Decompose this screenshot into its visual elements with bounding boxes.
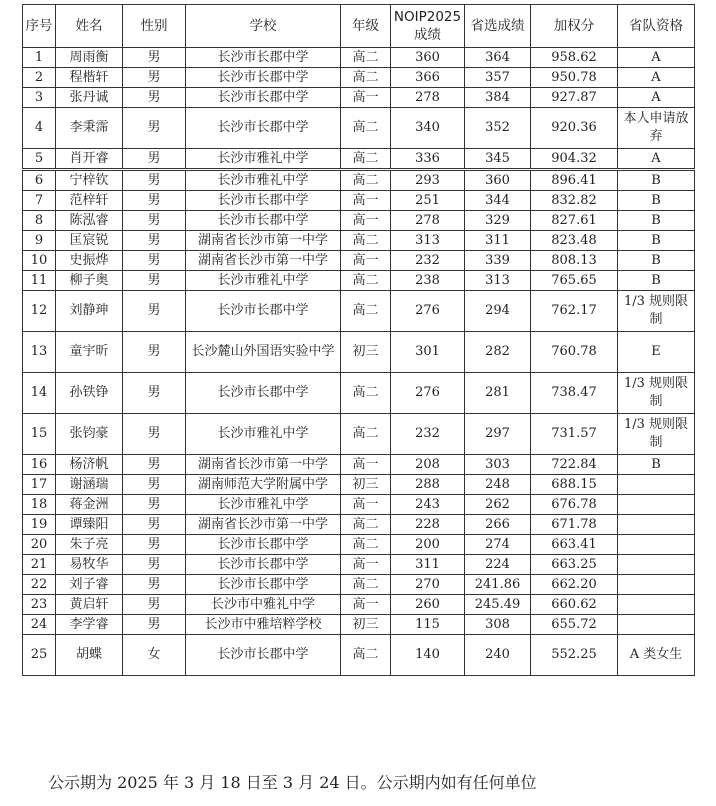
table-row [23,414,695,455]
cell-team-eligibility: B [618,271,695,291]
cell-grade: 高二 [341,48,391,68]
cell-name: 范梓轩 [56,191,123,211]
cell-school: 长沙市长郡中学 [186,555,341,575]
cell-gender: 男 [123,271,186,291]
cell-school: 长沙市长郡中学 [186,575,341,595]
cell-noip-score: 313 [391,231,465,251]
cell-rank: 1 [23,48,56,68]
cell-team-eligibility [618,495,695,515]
cell-rank: 2 [23,68,56,88]
cell-weighted-score: 765.65 [531,271,618,291]
cell-noip-score: 243 [391,495,465,515]
cell-noip-score: 251 [391,191,465,211]
cell-weighted-score: 660.62 [531,595,618,615]
cell-provincial-score: 248 [465,475,531,495]
cell-grade: 初三 [341,615,391,635]
cell-name: 张丹诚 [56,88,123,108]
cell-gender: 男 [123,615,186,635]
cell-gender: 男 [123,555,186,575]
table-row [23,495,695,515]
cell-team-eligibility: A [618,149,695,170]
cell-weighted-score: 920.36 [531,108,618,149]
cell-team-eligibility: A [618,88,695,108]
cell-name: 史振烨 [56,251,123,271]
cell-weighted-score: 655.72 [531,615,618,635]
cell-team-eligibility: 1/3 规则限制 [618,373,695,414]
cell-provincial-score: 339 [465,251,531,271]
cell-team-eligibility: B [618,191,695,211]
cell-provincial-score: 303 [465,455,531,475]
cell-noip-score: 276 [391,291,465,332]
cell-weighted-score: 738.47 [531,373,618,414]
table-row [23,251,695,271]
cell-noip-score: 140 [391,635,465,676]
cell-name: 蒋金洲 [56,495,123,515]
cell-gender: 男 [123,68,186,88]
cell-name: 杨济帆 [56,455,123,475]
cell-noip-score: 276 [391,373,465,414]
cell-gender: 女 [123,635,186,676]
cell-gender: 男 [123,332,186,373]
table-row [23,555,695,575]
cell-provincial-score: 224 [465,555,531,575]
cell-name: 李学睿 [56,615,123,635]
cell-team-eligibility: B [618,455,695,475]
cell-provincial-score: 282 [465,332,531,373]
cell-noip-score: 260 [391,595,465,615]
cell-provincial-score: 329 [465,211,531,231]
cell-name: 陈泓睿 [56,211,123,231]
cell-weighted-score: 958.62 [531,48,618,68]
cell-name: 张钧豪 [56,414,123,455]
cell-provincial-score: 281 [465,373,531,414]
cell-weighted-score: 663.25 [531,555,618,575]
cell-noip-score: 115 [391,615,465,635]
cell-name: 肖开睿 [56,149,123,170]
cell-weighted-score: 731.57 [531,414,618,455]
cell-grade: 高二 [341,149,391,170]
cell-rank: 21 [23,555,56,575]
cell-rank: 15 [23,414,56,455]
cell-rank: 12 [23,291,56,332]
cell-weighted-score: 552.25 [531,635,618,676]
cell-grade: 初三 [341,332,391,373]
cell-rank: 14 [23,373,56,414]
cell-rank: 17 [23,475,56,495]
cell-weighted-score: 688.15 [531,475,618,495]
cell-team-eligibility: 本人申请放弃 [618,108,695,149]
cell-rank: 19 [23,515,56,535]
cell-team-eligibility: A 类女生 [618,635,695,676]
cell-rank: 7 [23,191,56,211]
cell-rank: 23 [23,595,56,615]
cell-name: 程楷轩 [56,68,123,88]
cell-team-eligibility: 1/3 规则限制 [618,414,695,455]
cell-name: 朱子亮 [56,535,123,555]
cell-rank: 4 [23,108,56,149]
cell-noip-score: 336 [391,149,465,170]
cell-team-eligibility [618,575,695,595]
table-row [23,455,695,475]
cell-school: 长沙市长郡中学 [186,68,341,88]
cell-gender: 男 [123,251,186,271]
cell-provincial-score: 308 [465,615,531,635]
cell-grade: 高二 [341,535,391,555]
table-row [23,149,695,170]
table-row [23,291,695,332]
cell-team-eligibility: B [618,170,695,191]
cell-gender: 男 [123,475,186,495]
cell-team-eligibility: B [618,211,695,231]
cell-provincial-score: 245.49 [465,595,531,615]
cell-team-eligibility: 1/3 规则限制 [618,291,695,332]
cell-weighted-score: 950.78 [531,68,618,88]
cell-provincial-score: 297 [465,414,531,455]
cell-rank: 18 [23,495,56,515]
cell-rank: 3 [23,88,56,108]
cell-rank: 9 [23,231,56,251]
cell-grade: 高一 [341,251,391,271]
cell-school: 长沙市雅礼中学 [186,414,341,455]
cell-gender: 男 [123,595,186,615]
cell-weighted-score: 676.78 [531,495,618,515]
cell-team-eligibility [618,615,695,635]
cell-gender: 男 [123,575,186,595]
cell-rank: 13 [23,332,56,373]
table-body [23,48,695,676]
cell-noip-score: 232 [391,414,465,455]
cell-weighted-score: 904.32 [531,149,618,170]
cell-school: 长沙市长郡中学 [186,88,341,108]
cell-school: 湖南省长沙市第一中学 [186,455,341,475]
cell-weighted-score: 722.84 [531,455,618,475]
cell-name: 刘静珅 [56,291,123,332]
cell-school: 长沙市中雅培粹学校 [186,615,341,635]
cell-school: 长沙市雅礼中学 [186,149,341,170]
cell-school: 长沙市长郡中学 [186,635,341,676]
cell-gender: 男 [123,108,186,149]
cell-school: 长沙市中雅礼中学 [186,595,341,615]
cell-team-eligibility: A [618,68,695,88]
cell-team-eligibility: E [618,332,695,373]
header-weighted-score: 加权分 [531,5,618,48]
header-team-eligibility: 省队资格 [618,5,695,48]
cell-rank: 16 [23,455,56,475]
cell-grade: 高一 [341,455,391,475]
cell-grade: 高二 [341,231,391,251]
cell-weighted-score: 662.20 [531,575,618,595]
cell-team-eligibility: A [618,48,695,68]
table-row [23,48,695,68]
header-name: 姓名 [56,5,123,48]
cell-grade: 高一 [341,211,391,231]
cell-gender: 男 [123,455,186,475]
cell-gender: 男 [123,170,186,191]
cell-team-eligibility [618,515,695,535]
cell-noip-score: 311 [391,555,465,575]
cell-school: 长沙市长郡中学 [186,191,341,211]
cell-provincial-score: 352 [465,108,531,149]
table-row [23,211,695,231]
cell-grade: 高一 [341,595,391,615]
cell-school: 长沙市长郡中学 [186,291,341,332]
cell-provincial-score: 344 [465,191,531,211]
cell-noip-score: 200 [391,535,465,555]
cell-weighted-score: 827.61 [531,211,618,231]
cell-school: 长沙市雅礼中学 [186,170,341,191]
cell-rank: 24 [23,615,56,635]
cell-name: 刘子睿 [56,575,123,595]
cell-grade: 高二 [341,515,391,535]
cell-gender: 男 [123,414,186,455]
cell-grade: 高一 [341,88,391,108]
cell-grade: 高二 [341,68,391,88]
cell-school: 长沙市长郡中学 [186,48,341,68]
table-row [23,535,695,555]
cell-gender: 男 [123,48,186,68]
cell-gender: 男 [123,211,186,231]
header-grade: 年级 [341,5,391,48]
cell-gender: 男 [123,515,186,535]
cell-grade: 高二 [341,291,391,332]
cell-school: 湖南省长沙市第一中学 [186,251,341,271]
cell-noip-score: 228 [391,515,465,535]
cell-provincial-score: 311 [465,231,531,251]
cell-weighted-score: 927.87 [531,88,618,108]
table-row [23,595,695,615]
table-row [23,231,695,251]
cell-rank: 25 [23,635,56,676]
cell-grade: 高二 [341,271,391,291]
cell-team-eligibility [618,475,695,495]
cell-name: 孙铁铮 [56,373,123,414]
cell-name: 谭臻阳 [56,515,123,535]
cell-name: 易牧华 [56,555,123,575]
cell-school: 长沙市雅礼中学 [186,495,341,515]
table-row [23,475,695,495]
table-row [23,108,695,149]
cell-name: 胡蝶 [56,635,123,676]
table-row [23,271,695,291]
header-noip-score: NOIP2025成绩 [391,5,465,48]
cell-name: 宁梓钦 [56,170,123,191]
cell-noip-score: 232 [391,251,465,271]
cell-weighted-score: 823.48 [531,231,618,251]
cell-noip-score: 301 [391,332,465,373]
cell-provincial-score: 364 [465,48,531,68]
cell-grade: 高一 [341,555,391,575]
cell-school: 长沙市长郡中学 [186,535,341,555]
cell-provincial-score: 274 [465,535,531,555]
cell-name: 柳子奥 [56,271,123,291]
table-row [23,170,695,191]
header-school: 学校 [186,5,341,48]
cell-school: 长沙市长郡中学 [186,211,341,231]
cell-noip-score: 360 [391,48,465,68]
cell-provincial-score: 357 [465,68,531,88]
header-provincial-score: 省选成绩 [465,5,531,48]
cell-provincial-score: 262 [465,495,531,515]
cell-name: 李秉霈 [56,108,123,149]
cell-grade: 高二 [341,108,391,149]
cell-gender: 男 [123,191,186,211]
cell-provincial-score: 240 [465,635,531,676]
table-row [23,635,695,676]
cell-school: 湖南省长沙市第一中学 [186,231,341,251]
cell-weighted-score: 760.78 [531,332,618,373]
cell-noip-score: 278 [391,211,465,231]
cell-school: 湖南师范大学附属中学 [186,475,341,495]
cell-provincial-score: 360 [465,170,531,191]
header-gender: 性别 [123,5,186,48]
cell-grade: 高二 [341,635,391,676]
cell-grade: 高一 [341,191,391,211]
cell-team-eligibility [618,535,695,555]
cell-rank: 5 [23,149,56,170]
cell-rank: 22 [23,575,56,595]
cell-weighted-score: 808.13 [531,251,618,271]
cell-provincial-score: 241.86 [465,575,531,595]
cell-provincial-score: 384 [465,88,531,108]
cell-name: 匡宸锐 [56,231,123,251]
table-row [23,88,695,108]
cell-provincial-score: 266 [465,515,531,535]
cell-team-eligibility: B [618,231,695,251]
cell-name: 谢涵瑞 [56,475,123,495]
cell-noip-score: 238 [391,271,465,291]
cell-grade: 初三 [341,475,391,495]
cell-grade: 高二 [341,170,391,191]
cell-school: 长沙市雅礼中学 [186,271,341,291]
notice-text: 公示期为 2025 年 3 月 18 日至 3 月 24 日。公示期内如有任何单位 [48,773,537,792]
cell-name: 黄启轩 [56,595,123,615]
table-row [23,68,695,88]
cell-weighted-score: 762.17 [531,291,618,332]
cell-weighted-score: 671.78 [531,515,618,535]
cell-rank: 10 [23,251,56,271]
cell-school: 湖南省长沙市第一中学 [186,515,341,535]
cell-grade: 高一 [341,495,391,515]
cell-school: 长沙市长郡中学 [186,108,341,149]
cell-team-eligibility [618,555,695,575]
cell-team-eligibility: B [618,251,695,271]
cell-weighted-score: 896.41 [531,170,618,191]
results-table [22,4,695,676]
cell-gender: 男 [123,495,186,515]
cell-grade: 高二 [341,575,391,595]
cell-noip-score: 270 [391,575,465,595]
cell-noip-score: 278 [391,88,465,108]
cell-gender: 男 [123,291,186,332]
cell-rank: 6 [23,170,56,191]
cell-provincial-score: 345 [465,149,531,170]
cell-rank: 11 [23,271,56,291]
cell-name: 童宇昕 [56,332,123,373]
table-row [23,373,695,414]
cell-grade: 高二 [341,414,391,455]
table-row [23,191,695,211]
cell-weighted-score: 832.82 [531,191,618,211]
header-rank: 序号 [23,5,56,48]
cell-gender: 男 [123,231,186,251]
cell-gender: 男 [123,149,186,170]
cell-gender: 男 [123,373,186,414]
cell-rank: 8 [23,211,56,231]
cell-noip-score: 366 [391,68,465,88]
cell-rank: 20 [23,535,56,555]
cell-grade: 高二 [341,373,391,414]
table-row [23,332,695,373]
cell-provincial-score: 294 [465,291,531,332]
cell-gender: 男 [123,535,186,555]
table-row [23,515,695,535]
cell-noip-score: 340 [391,108,465,149]
header-row [23,5,695,48]
cell-school: 长沙市长郡中学 [186,373,341,414]
table-row [23,575,695,595]
cell-school: 长沙麓山外国语实验中学 [186,332,341,373]
cell-noip-score: 293 [391,170,465,191]
cell-weighted-score: 663.41 [531,535,618,555]
cell-provincial-score: 313 [465,271,531,291]
cell-name: 周雨衡 [56,48,123,68]
cell-noip-score: 288 [391,475,465,495]
table-row [23,615,695,635]
cell-noip-score: 208 [391,455,465,475]
cell-team-eligibility [618,595,695,615]
cell-gender: 男 [123,88,186,108]
